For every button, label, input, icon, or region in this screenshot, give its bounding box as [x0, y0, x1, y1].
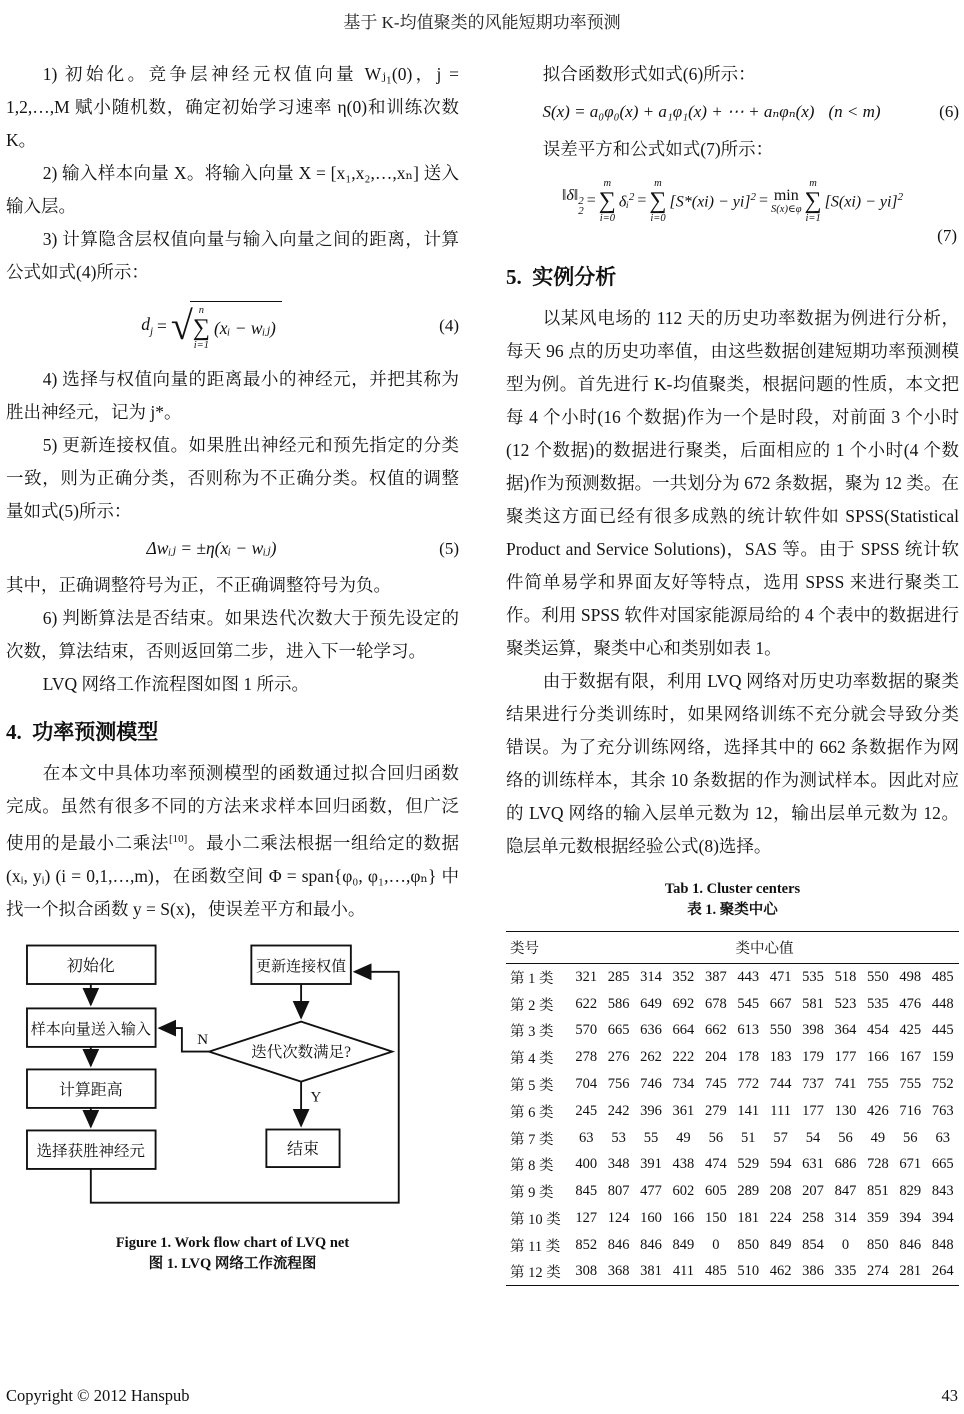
- cell-value: 662: [704, 1022, 727, 1039]
- cell-value: 278: [575, 1049, 598, 1066]
- cell-value: 485: [931, 968, 954, 985]
- cell-value: 127: [575, 1209, 598, 1226]
- cell-value: 734: [672, 1076, 695, 1093]
- cell-value: 426: [866, 1102, 889, 1119]
- eq7-term-2: [S*(xi) − yi]$^2$: [669, 190, 757, 211]
- cell-value: 63: [578, 1129, 594, 1146]
- sum-operator-2: m ∑ i=0: [649, 178, 667, 224]
- cell-value: 829: [899, 1183, 922, 1200]
- citation-ref: [10]: [169, 833, 188, 845]
- eq7-term-1: δᵢ$^2$: [618, 190, 635, 211]
- sum-operator: n ∑ i=1: [192, 305, 210, 351]
- cell-value: 56: [708, 1129, 724, 1146]
- cell-value: 262: [640, 1049, 662, 1066]
- cell-value: 498: [899, 968, 922, 985]
- eq4-lhs: $d_j$: [141, 314, 154, 338]
- cell-value: 843: [931, 1183, 954, 1200]
- cell-value: 807: [607, 1183, 630, 1200]
- sign-note-paragraph: 其中，正确调整符号为正，不正确调整符号为负。: [6, 575, 391, 595]
- cell-value: 49: [870, 1129, 886, 1146]
- cell-value: 281: [899, 1263, 922, 1280]
- copyright-text: Copyright © 2012 Hanspub: [6, 1386, 190, 1405]
- cell-value: 581: [802, 995, 824, 1012]
- cell-value: 150: [704, 1209, 727, 1226]
- cell-value: 665: [607, 1022, 630, 1039]
- cell-value: 846: [640, 1236, 662, 1253]
- cell-value: 746: [640, 1076, 662, 1093]
- cell-value: 381: [640, 1263, 662, 1280]
- cell-value: 394: [899, 1209, 922, 1226]
- cell-value: 745: [704, 1076, 727, 1093]
- left-column: [6, 58, 459, 1275]
- cell-value: 56: [838, 1129, 853, 1146]
- cell-value: 386: [802, 1263, 824, 1280]
- eq4-number: (4): [439, 316, 459, 335]
- flowchart-label-init: 初始化: [66, 957, 115, 975]
- cell-value: 54: [805, 1129, 821, 1146]
- cell-value: 279: [704, 1102, 727, 1119]
- table-row: [506, 1071, 959, 1098]
- step-2-paragraph: 2) 输入样本向量 X。将输入向量 X = [x₁,x₂,…,xₙ] 送入输入层。: [6, 163, 459, 216]
- cell-value: 737: [802, 1076, 824, 1093]
- cell-value: 177: [802, 1102, 824, 1119]
- cell-value: 314: [640, 968, 662, 985]
- cell-value: 394: [931, 1209, 954, 1226]
- cell-value: 264: [931, 1263, 954, 1280]
- cell-value: 368: [607, 1263, 630, 1280]
- cell-value: 852: [575, 1236, 598, 1253]
- cell-value: 245: [575, 1102, 598, 1119]
- cell-value: 570: [575, 1022, 598, 1039]
- cell-value: 550: [769, 1022, 792, 1039]
- flowchart-label-distance: 计算距高: [58, 1081, 123, 1099]
- equation-7: [506, 178, 959, 224]
- cell-value: 130: [834, 1102, 857, 1119]
- cell-value: 586: [607, 995, 630, 1012]
- cell-value: 159: [931, 1049, 954, 1066]
- cell-value: 474: [704, 1156, 727, 1173]
- cell-value: 160: [640, 1209, 662, 1226]
- cell-value: 179: [802, 1049, 824, 1066]
- cell-value: 289: [737, 1183, 760, 1200]
- table-header: [506, 932, 959, 964]
- cell-value: 124: [607, 1209, 630, 1226]
- cell-value: 854: [802, 1236, 824, 1253]
- flowchart-label-input: 样本向量送入输入: [30, 1021, 151, 1038]
- cell-value: 321: [575, 968, 598, 985]
- table-row: [506, 991, 959, 1018]
- sqrt-radical: √ n ∑ i=1 (xᵢ − wᵢⱼ): [171, 301, 282, 351]
- eq7-norm: ‖δ‖ 2 2: [561, 186, 584, 217]
- cell-value: 411: [672, 1263, 695, 1280]
- table-row: [506, 1018, 959, 1045]
- cell-value: 847: [834, 1183, 857, 1200]
- cell-value: 49: [676, 1129, 691, 1146]
- equation-5: [6, 538, 459, 559]
- fit-intro-paragraph: 拟合函数形式如式(6)所示：: [542, 64, 756, 84]
- cell-value: 181: [737, 1209, 760, 1226]
- cell-value: 178: [737, 1049, 760, 1066]
- eq6-condition: (n < m): [828, 102, 881, 121]
- section-4-paragraph: 在本文中具体功率预测模型的函数通过拟合回归函数完成。虽然有很多不同的方法来求样本回归函数，但广泛使用的是最小二乘法[10]。最小二乘法根据一组给定的数据 (xᵢ, yᵢ) (i = 0,1,…,m)，在函数空间 Φ = span{φ₀, φ₁,…,φₙ} 中找一个拟合函数 y = S(x)，使误差平方和最小。: [6, 763, 460, 919]
- cell-value: 258: [802, 1209, 824, 1226]
- table-row: [506, 1259, 959, 1286]
- cell-value: 772: [737, 1076, 760, 1093]
- cell-value: 510: [737, 1263, 760, 1280]
- sum-operator-3: m ∑ i=1: [804, 178, 822, 224]
- table-caption: [506, 879, 959, 921]
- cell-value: 445: [931, 1022, 954, 1039]
- cell-value: 850: [866, 1236, 889, 1253]
- cell-value: 361: [672, 1102, 695, 1119]
- flowchart-label-end: 结束: [287, 1140, 319, 1158]
- cell-value: 111: [770, 1102, 791, 1119]
- cell-value: 744: [769, 1076, 792, 1093]
- cell-value: 678: [704, 995, 727, 1012]
- table-row: [506, 1232, 959, 1259]
- cell-value: 848: [931, 1236, 954, 1253]
- step-4-paragraph: 4) 选择与权值向量的距离最小的神经元，并把其称为胜出神经元，记为 j*。: [6, 369, 459, 422]
- cell-value: 485: [704, 1263, 727, 1280]
- cell-value: 535: [866, 995, 889, 1012]
- eq7-number: (7): [937, 226, 957, 245]
- cell-value: 756: [607, 1076, 630, 1093]
- flowchart-label-select: 选择获胜神经元: [36, 1142, 145, 1160]
- cell-value: 704: [575, 1076, 598, 1093]
- row-label: 第 6 类: [510, 1104, 554, 1121]
- sum-operator-1: m ∑ i=0: [598, 178, 616, 224]
- cell-value: 849: [672, 1236, 695, 1253]
- cell-value: 763: [931, 1102, 954, 1119]
- cell-value: 741: [834, 1076, 857, 1093]
- flowchart-label-update: 更新连接权值: [256, 958, 347, 975]
- cell-value: 224: [769, 1209, 792, 1226]
- cell-value: 51: [740, 1129, 756, 1146]
- row-label: 第 10 类: [510, 1211, 561, 1228]
- cell-value: 686: [834, 1156, 857, 1173]
- table-row: [506, 1178, 959, 1205]
- cell-value: 398: [802, 1022, 824, 1039]
- cell-value: 0: [712, 1236, 720, 1253]
- cell-value: 613: [737, 1022, 760, 1039]
- equation-5-body: Δwᵢⱼ = ±η(xᵢ − wᵢⱼ): [146, 538, 277, 558]
- cell-value: 477: [640, 1183, 662, 1200]
- cell-value: 605: [704, 1183, 727, 1200]
- cell-value: 308: [575, 1263, 598, 1280]
- table-body: [506, 964, 959, 1286]
- cell-value: 667: [769, 995, 792, 1012]
- table-row: [506, 964, 959, 991]
- equation-6: [506, 102, 959, 122]
- cell-value: 448: [931, 995, 954, 1012]
- cell-value: 364: [834, 1022, 857, 1039]
- cell-value: 545: [737, 995, 760, 1012]
- flowchart-label-no: N: [197, 1031, 209, 1048]
- right-column: [506, 58, 959, 1286]
- cell-value: 274: [866, 1263, 889, 1280]
- cell-value: 476: [899, 995, 922, 1012]
- row-label: 第 4 类: [510, 1051, 554, 1068]
- page-number: 43: [941, 1386, 958, 1405]
- cell-value: 550: [866, 968, 889, 985]
- row-label: 第 11 类: [510, 1238, 561, 1255]
- table-row: [506, 1098, 959, 1125]
- cell-value: 314: [834, 1209, 857, 1226]
- equation-4: [6, 301, 459, 351]
- min-operator: min S(x)∈φ: [771, 186, 802, 215]
- cell-value: 63: [935, 1129, 950, 1146]
- flowchart-label-condition: 迭代次数满足?: [251, 1044, 351, 1062]
- cell-value: 671: [899, 1156, 922, 1173]
- row-label: 第 8 类: [510, 1158, 554, 1175]
- example-paragraph-2: 由于数据有限，利用 LVQ 网络对历史功率数据的聚类结果进行分类训练时，如果网络训练不充分就会导致分类错误。为了充分训练网络，选择其中的 662 条数据作为网络的训练样本，其余 10 条数据的作为测试样本。因此对应的 LVQ 网络的输入层单元数为 12，输出层单元数为 12。隐层单元数根据经验公式(8)选择。: [506, 671, 959, 856]
- cell-value: 523: [834, 995, 857, 1012]
- cell-value: 166: [672, 1209, 695, 1226]
- cell-value: 851: [866, 1183, 889, 1200]
- cell-value: 716: [899, 1102, 922, 1119]
- cell-value: 529: [737, 1156, 760, 1173]
- cell-value: 242: [607, 1102, 630, 1119]
- cell-value: 359: [866, 1209, 889, 1226]
- equation-7-body: ‖δ‖ 2 2 = m ∑ i=0 δᵢ$^2$ = m ∑ i=0 [S*(xi) − yi]$^2$ = min S(x)∈φ m ∑ i=1 [S(xi) − yi]$^2$: [561, 178, 904, 224]
- cell-value: 352: [672, 968, 695, 985]
- cell-value: 222: [672, 1049, 695, 1066]
- error-intro-paragraph: 误差平方和公式如式(7)所示：: [542, 139, 774, 159]
- cell-value: 631: [802, 1156, 824, 1173]
- step-6-paragraph: 6) 判断算法是否结束。如果迭代次数大于预先设定的次数，算法结束，否则返回第二步，进入下一轮学习。: [6, 608, 459, 661]
- table-row: [506, 1125, 959, 1152]
- column-header-class: 类号: [510, 941, 539, 957]
- row-label: 第 1 类: [510, 970, 554, 987]
- figure-reference-paragraph: LVQ 网络工作流程图如图 1 所示。: [42, 674, 309, 694]
- cell-value: 728: [866, 1156, 889, 1173]
- cell-value: 141: [737, 1102, 760, 1119]
- cell-value: 55: [643, 1129, 659, 1146]
- row-label: 第 9 类: [510, 1185, 554, 1202]
- section-5-heading: 5. 实例分析: [506, 265, 617, 289]
- table-row: [506, 1151, 959, 1178]
- cell-value: 845: [575, 1183, 598, 1200]
- cell-value: 207: [802, 1183, 824, 1200]
- cell-value: 454: [866, 1022, 889, 1039]
- cell-value: 518: [834, 968, 857, 985]
- cell-value: 471: [769, 968, 792, 985]
- equation-6-body: S(x) = a₀φ₀(x) + a₁φ₁(x) + ⋯ + aₙφₙ(x) (n < m): [542, 102, 881, 121]
- cell-value: 692: [672, 995, 695, 1012]
- cell-value: 665: [931, 1156, 954, 1173]
- eq5-number: (5): [439, 538, 459, 558]
- table-row: [506, 1205, 959, 1232]
- figure-caption: [6, 1233, 459, 1275]
- page-title: 基于 K-均值聚类的风能短期功率预测: [343, 13, 621, 32]
- lvq-flowchart-figure: [24, 938, 459, 1219]
- cell-value: 387: [704, 968, 727, 985]
- table-caption-cn: 表 1. 聚类中心: [687, 902, 778, 918]
- cell-value: 177: [834, 1049, 857, 1066]
- row-label: 第 7 类: [510, 1131, 554, 1148]
- row-label: 第 5 类: [510, 1078, 554, 1095]
- cell-value: 850: [737, 1236, 760, 1253]
- table-row: [506, 1044, 959, 1071]
- cell-value: 400: [575, 1156, 598, 1173]
- figure-caption-en: Figure 1. Work flow chart of LVQ net: [115, 1234, 350, 1251]
- eq4-equals: =: [157, 315, 167, 336]
- step-3-paragraph: 3) 计算隐含层权值向量与输入向量之间的距离，计算公式如式(4)所示：: [6, 229, 459, 282]
- cell-value: 622: [575, 995, 598, 1012]
- cell-value: 846: [899, 1236, 922, 1253]
- cell-value: 348: [607, 1156, 630, 1173]
- cell-value: 846: [607, 1236, 630, 1253]
- eq4-operand: (xᵢ − wᵢⱼ): [213, 317, 276, 338]
- lvq-flowchart: [24, 938, 428, 1214]
- row-label: 第 2 类: [510, 997, 554, 1014]
- cell-value: 56: [903, 1129, 918, 1146]
- cell-value: 285: [607, 968, 630, 985]
- section-4-heading: 4. 功率预测模型: [6, 720, 159, 744]
- cell-value: 0: [841, 1236, 850, 1253]
- cell-value: 57: [773, 1129, 788, 1146]
- cell-value: 167: [899, 1049, 922, 1066]
- cell-value: 208: [769, 1183, 792, 1200]
- cluster-centers-table: [506, 931, 959, 1286]
- cell-value: 396: [640, 1102, 662, 1119]
- cell-value: 276: [607, 1049, 630, 1066]
- table-caption-en: Tab 1. Cluster centers: [664, 881, 801, 897]
- cell-value: 535: [802, 968, 824, 985]
- cell-value: 425: [899, 1022, 922, 1039]
- cell-value: 183: [769, 1049, 792, 1066]
- equation-4-body: [6, 301, 417, 351]
- cell-value: 649: [640, 995, 662, 1012]
- cell-value: 594: [769, 1156, 792, 1173]
- example-paragraph-1: 以某风电场的 112 天的历史功率数据为例进行分析，每天 96 点的历史功率值，由这些数据创建短期功率预测模型为例。首先进行 K-均值聚类，根据问题的性质，本文把每 4 个小时(16 个数据)作为一个是时段，对前面 3 个小时(12 个数据)的数据进行聚类，后面相应的 1 个小时(4 个数据)作为预测数据。一共划分为 672 条数据，聚为 12 类。在聚类这方面已经有很多成熟的统计软件如 SPSS(Statistical Product and Service Solutions)，SAS 等。由于 SPSS 统计软件简单易学和界面友好等特点，选用 SPSS 来进行聚类工作。利用 SPSS 软件对国家能源局给的 4 个表中的数据进行聚类运算，聚类中心和类别如表 1。: [506, 308, 959, 658]
- eq7-term-3: [S(xi) − yi]$^2$: [824, 190, 904, 211]
- cell-value: 166: [866, 1049, 889, 1066]
- step-1-paragraph: 1) 初始化。竞争层神经元权值向量 Wⱼ₁(0)，j = 1,2,…,M 赋小随机数，确定初始学习速率 η(0)和训练次数 K。: [6, 64, 459, 150]
- cell-value: 443: [737, 968, 760, 985]
- cell-value: 438: [672, 1156, 695, 1173]
- row-label: 第 3 类: [510, 1024, 554, 1041]
- cell-value: 752: [931, 1076, 954, 1093]
- row-label: 第 12 类: [510, 1265, 561, 1282]
- cell-value: 602: [672, 1183, 695, 1200]
- cell-value: 849: [769, 1236, 792, 1253]
- eq6-number: (6): [939, 102, 959, 121]
- cell-value: 462: [769, 1263, 792, 1280]
- flowchart-label-yes: Y: [310, 1089, 322, 1106]
- cell-value: 391: [640, 1156, 662, 1173]
- cell-value: 53: [611, 1129, 626, 1146]
- step-5-paragraph: 5) 更新连接权值。如果胜出神经元和预先指定的分类一致，则为正确分类，否则称为不正确分类。权值的调整量如式(5)所示：: [6, 435, 459, 521]
- cell-value: 204: [704, 1049, 727, 1066]
- cell-value: 335: [834, 1263, 857, 1280]
- figure-caption-cn: 图 1. LVQ 网络工作流程图: [148, 1255, 317, 1272]
- column-header-centers: 类中心值: [735, 941, 794, 957]
- cell-value: 755: [866, 1076, 889, 1093]
- cell-value: 664: [672, 1022, 695, 1039]
- cell-value: 755: [899, 1076, 922, 1093]
- cell-value: 636: [640, 1022, 662, 1039]
- page-footer: [6, 1386, 958, 1406]
